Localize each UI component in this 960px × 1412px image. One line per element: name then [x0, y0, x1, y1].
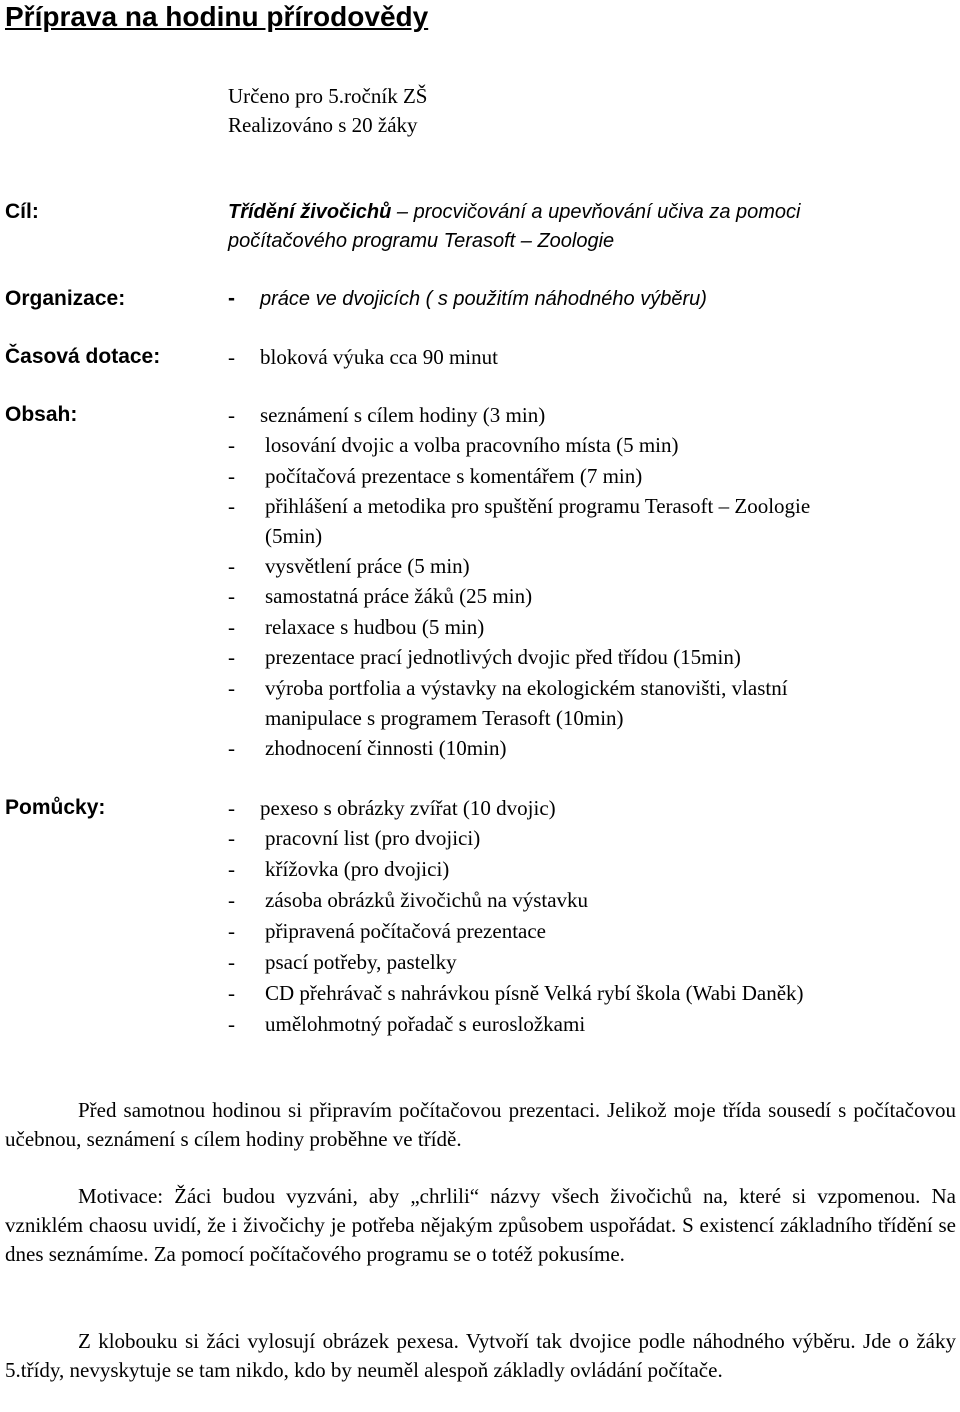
obsah-item: seznámení s cílem hodiny (3 min) [260, 403, 546, 427]
bullet-dash: - [228, 615, 235, 639]
pomucky-item: připravená počítačová prezentace [265, 919, 546, 943]
cil-line2: počítačového programu Terasoft – Zoologie [228, 230, 615, 252]
obsah-item: relaxace s hudbou (5 min) [265, 615, 485, 639]
bullet-dash: - [228, 433, 235, 457]
cil-bold: Třídění živočichů [228, 201, 392, 223]
pomucky-item: křížovka (pro dvojici) [265, 857, 450, 881]
obsah-item: losování dvojic a volba pracovního místa (5 min) [265, 433, 679, 457]
obsah-item: vysvětlení práce (5 min) [265, 554, 470, 578]
obsah-item: zhodnocení činnosti (10min) [265, 736, 507, 760]
bullet-dash: - [228, 736, 235, 760]
bullet-dash: - [228, 981, 235, 1005]
paragraph-motivation [5, 1182, 956, 1269]
pomucky-item: pexeso s obrázky zvířat (10 dvojic) [260, 796, 556, 820]
bullet-dash: - [228, 554, 235, 578]
bullet-dash: - [228, 645, 235, 669]
obsah-label: Obsah: [5, 403, 78, 426]
bullet-dash: - [228, 950, 235, 974]
paragraph-preparation [5, 1096, 956, 1154]
casova-dash: - [228, 345, 235, 369]
organizace-text: práce ve dvojicích ( s použitím náhodného výběru) [260, 288, 707, 310]
obsah-item: prezentace prací jednotlivých dvojic před třídou (15min) [265, 645, 741, 669]
pomucky-item: CD přehrávač s nahrávkou písně Velká rybí škola (Wabi Daněk) [265, 981, 804, 1005]
pomucky-item: umělohmotný pořadač s eurosložkami [265, 1012, 586, 1036]
bullet-dash: - [228, 403, 235, 427]
cil-label: Cíl: [5, 200, 39, 223]
bullet-dash: - [228, 464, 235, 488]
intro-students: Realizováno s 20 žáky [228, 113, 418, 137]
obsah-item-continuation: manipulace s programem Terasoft (10min) [265, 706, 624, 730]
bullet-dash: - [228, 826, 235, 850]
paragraph-text: Před samotnou hodinou si připravím počítačovou prezentaci. Jelikož moje třída sousedí s počítačovou učebnou, seznámení s cílem hodiny proběhne ve třídě. [5, 1098, 956, 1151]
paragraph-pairs [5, 1327, 956, 1385]
cil-line1 [228, 200, 800, 224]
organizace-dash: - [228, 287, 235, 310]
paragraph-text: Motivace: Žáci budou vyzváni, aby „chrlili“ názvy všech živočichů na, které si vzpomenou. Na vzniklém chaosu uvidí, že i živočichy je potřeba nějakým způsobem uspořádat. S existencí základního třídění se dnes seznámíme. Za pomocí počítačového programu se o totéž pokusíme. [5, 1184, 956, 1266]
casova-label: Časová dotace: [5, 345, 161, 368]
bullet-dash: - [228, 676, 235, 700]
intro-grade: Určeno pro 5.ročník ZŠ [228, 84, 428, 108]
bullet-dash: - [228, 1012, 235, 1036]
bullet-dash: - [228, 919, 235, 943]
casova-text: bloková výuka cca 90 minut [260, 345, 498, 369]
paragraph-text: Z klobouku si žáci vylosují obrázek pexesa. Vytvoří tak dvojice podle náhodného výběru. Jde o žáky 5.třídy, nevyskytuje se tam nikdo, kdo by neuměl alespoň základly ovládání počítače. [5, 1329, 956, 1382]
bullet-dash: - [228, 584, 235, 608]
obsah-item: počítačová prezentace s komentářem (7 min) [265, 464, 643, 488]
bullet-dash: - [228, 494, 235, 518]
document-title: Příprava na hodinu přírodovědy [5, 1, 429, 32]
pomucky-item: psací potřeby, pastelky [265, 950, 457, 974]
obsah-item: samostatná práce žáků (25 min) [265, 584, 533, 608]
obsah-item: výroba portfolia a výstavky na ekologickém stanovišti, vlastní [265, 676, 788, 700]
obsah-item-continuation: (5min) [265, 524, 323, 548]
pomucky-item: pracovní list (pro dvojici) [265, 826, 481, 850]
bullet-dash: - [228, 888, 235, 912]
cil-rest: – procvičování a upevňování učiva za pomoci [391, 201, 801, 223]
obsah-item: přihlášení a metodika pro spuštění programu Terasoft – Zoologie [265, 494, 811, 518]
bullet-dash: - [228, 796, 235, 820]
bullet-dash: - [228, 857, 235, 881]
organizace-label: Organizace: [5, 287, 126, 310]
pomucky-item: zásoba obrázků živočichů na výstavku [265, 888, 589, 912]
pomucky-label: Pomůcky: [5, 796, 106, 819]
